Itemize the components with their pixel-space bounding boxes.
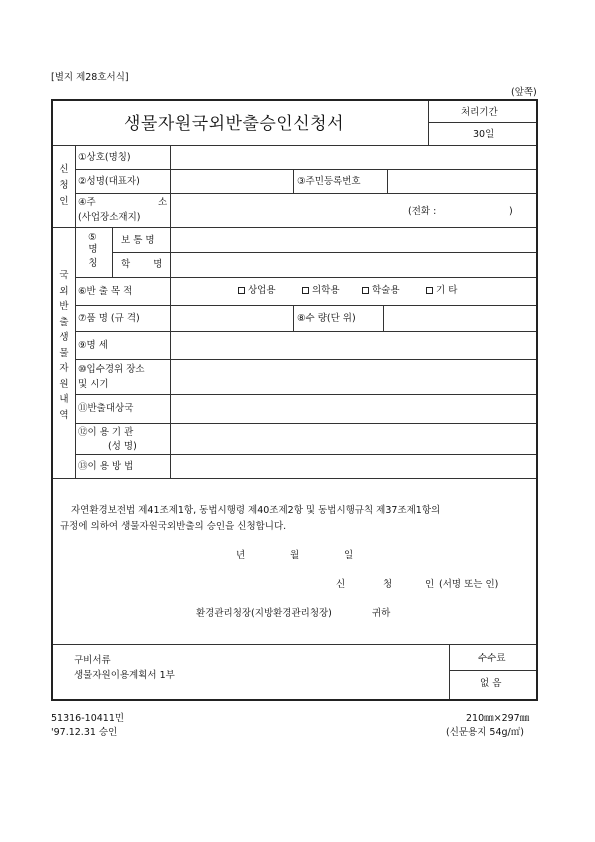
paper-type: (신문용지 54g/㎡): [446, 727, 524, 738]
form-title: 생물자원국외반출승인신청서: [124, 114, 344, 134]
date-day: 일: [344, 550, 354, 561]
product-spec-label: ⑦품 명 (규 격): [78, 313, 140, 324]
approval-date: '97.12.31 승인: [51, 727, 118, 738]
date-month: 월: [290, 550, 300, 561]
applicant-group-label: 신청인: [59, 164, 69, 207]
common-name-label: 보 통 명: [121, 235, 155, 246]
quantity-unit-label: ⑧수 량(단 위): [297, 313, 356, 324]
user-organization-label: ⑫이 용 기 관: [78, 427, 134, 438]
fee-label: 수수료: [478, 653, 506, 664]
statement-line2: 규정에 의하여 생물자원국외반출의 승인을 신청합니다.: [60, 521, 287, 532]
applicant-sign-1: 신: [336, 579, 346, 590]
export-group-label: 국외반출 생물자원 내역: [59, 270, 69, 421]
address-label-suffix: 소: [158, 197, 168, 208]
checkbox-icon: [426, 287, 433, 294]
processing-period-label: 처리기간: [461, 107, 498, 118]
acquisition-label-line1: ⑩입수경위 장소: [78, 364, 145, 375]
scientific-name-label: 학 명: [121, 259, 163, 270]
attachments-item: 생물자원이용계획서 1부: [74, 670, 175, 681]
purpose-label: ⑥반 출 목 적: [78, 286, 133, 297]
resident-number-label: ③주민등록번호: [297, 176, 361, 187]
paper-size: 210㎜×297㎜: [466, 713, 530, 724]
user-organization-name-label: (성 명): [108, 441, 137, 452]
form-code: 51316-10411민: [51, 713, 125, 724]
purpose-option-commercial[interactable]: 상업용: [238, 286, 276, 296]
attachments-title: 구비서류: [74, 655, 111, 666]
addressee: 환경관리청장(지방환경관리청장): [196, 608, 332, 619]
statement-line1: 자연환경보전법 제41조제1항, 동법시행령 제40조제2항 및 동법시행규칙 제37조제1항의: [71, 505, 441, 516]
applicant-sign-2: 청: [383, 579, 393, 590]
address-label-prefix: ④주: [78, 197, 96, 208]
destination-label: ⑪반출대상국: [78, 403, 134, 414]
detail-label: ⑨명 세: [78, 340, 108, 351]
company-label: ①상호(명칭): [78, 152, 131, 163]
page-side: (앞쪽): [511, 87, 537, 98]
purpose-option-medical[interactable]: 의학용: [302, 286, 340, 296]
purpose-option-other[interactable]: 기 타: [426, 286, 457, 296]
fee-value: 없 음: [480, 678, 502, 689]
purpose-option-academic[interactable]: 학술용: [362, 286, 400, 296]
business-location-label: (사업장소재지): [78, 212, 141, 223]
name-group-number: ⑤: [88, 232, 97, 243]
applicant-sign-3: 인: [425, 579, 435, 590]
date-year: 년: [236, 550, 246, 561]
processing-period-value: 30일: [473, 129, 495, 140]
phone-close: ): [509, 206, 513, 217]
sign-note: (서명 또는 인): [439, 579, 499, 590]
checkbox-icon: [238, 287, 245, 294]
usage-method-label: ⑬이 용 방 법: [78, 461, 134, 472]
honorific: 귀하: [372, 608, 391, 619]
name-group-label: 명칭: [88, 244, 98, 269]
form-number: [별지 제28호서식]: [51, 72, 129, 83]
phone-label: (전화 :: [408, 206, 437, 217]
checkbox-icon: [302, 287, 309, 294]
acquisition-label-line2: 및 시기: [78, 379, 109, 390]
checkbox-icon: [362, 287, 369, 294]
representative-label: ②성명(대표자): [78, 176, 140, 187]
